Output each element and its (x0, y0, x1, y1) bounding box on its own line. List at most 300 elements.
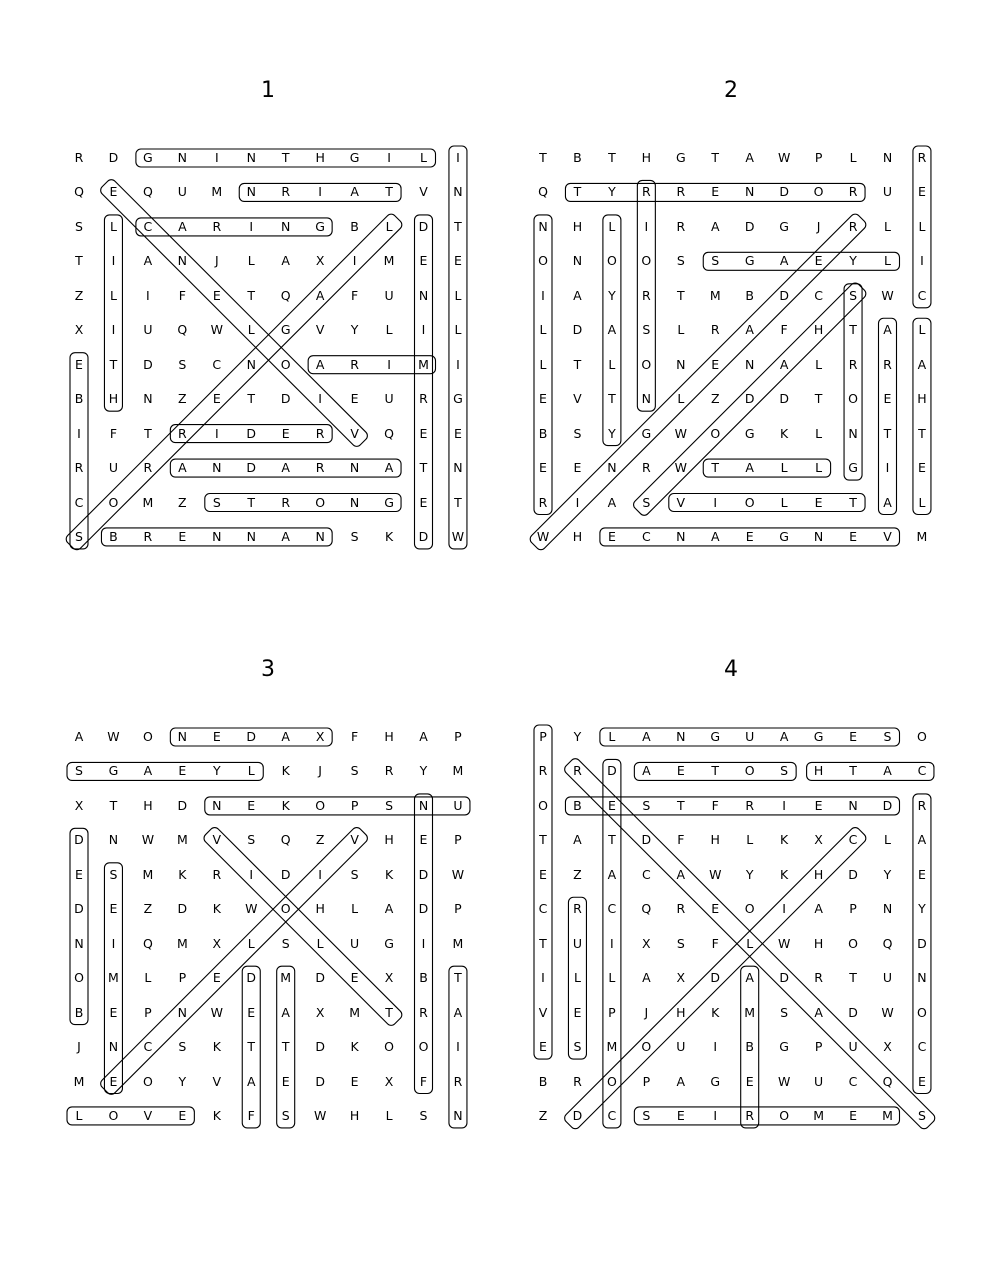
grid-letter[interactable]: V (212, 1073, 222, 1089)
grid-letter[interactable]: K (780, 866, 789, 882)
grid-letter[interactable]: A (607, 322, 617, 338)
grid-letter[interactable]: A (281, 253, 290, 269)
grid-letter[interactable]: T (608, 832, 616, 848)
grid-letter[interactable]: W (141, 832, 155, 848)
grid-letter[interactable]: T (247, 494, 256, 510)
grid-letter[interactable]: O (744, 763, 755, 779)
grid-letter[interactable]: H (917, 391, 927, 407)
grid-letter[interactable]: F (780, 322, 788, 338)
grid-letter[interactable]: D (848, 1004, 858, 1020)
grid-letter[interactable]: B (74, 391, 84, 407)
grid-letter[interactable]: A (573, 287, 582, 303)
grid-letter[interactable]: R (848, 184, 858, 200)
grid-letter[interactable]: I (146, 287, 150, 303)
grid-letter[interactable]: V (573, 391, 582, 407)
grid-letter[interactable]: L (849, 150, 857, 165)
grid-letter[interactable]: X (384, 1073, 394, 1089)
grid-letter[interactable]: A (710, 528, 720, 544)
grid-letter[interactable]: J (77, 1039, 81, 1055)
grid-letter[interactable]: I (318, 391, 322, 407)
grid-letter[interactable]: G (384, 494, 394, 510)
grid-letter[interactable]: L (247, 935, 255, 951)
grid-letter[interactable]: B (350, 218, 359, 234)
grid-letter[interactable]: D (572, 322, 583, 338)
grid-letter[interactable]: Y (419, 763, 428, 779)
grid-letter[interactable]: N (676, 356, 686, 372)
grid-letter[interactable]: D (280, 391, 291, 407)
grid-letter[interactable]: B (573, 150, 582, 165)
grid-letter[interactable]: M (916, 528, 928, 544)
grid-letter[interactable]: L (815, 460, 823, 476)
grid-letter[interactable]: S (75, 763, 83, 779)
grid-letter[interactable]: E (419, 494, 428, 510)
grid-letter[interactable]: G (315, 218, 325, 234)
grid-letter[interactable]: Z (315, 832, 325, 848)
grid-letter[interactable]: U (384, 287, 394, 303)
grid-letter[interactable]: E (539, 1039, 547, 1055)
grid-letter[interactable]: E (281, 1073, 290, 1089)
grid-letter[interactable]: T (814, 391, 823, 407)
grid-letter[interactable]: V (676, 494, 686, 510)
grid-letter[interactable]: W (210, 322, 223, 338)
grid-letter[interactable]: T (75, 253, 83, 269)
grid-letter[interactable]: I (387, 150, 391, 165)
grid-letter[interactable]: T (385, 184, 393, 200)
grid-letter[interactable]: M (383, 253, 395, 269)
grid-letter[interactable]: A (917, 356, 927, 372)
grid-letter[interactable]: X (384, 970, 394, 986)
grid-letter[interactable]: R (710, 322, 720, 338)
grid-letter[interactable]: R (883, 356, 892, 372)
grid-letter[interactable]: N (882, 901, 893, 917)
grid-letter[interactable]: N (212, 797, 222, 813)
grid-letter[interactable]: N (676, 528, 686, 544)
grid-letter[interactable]: B (109, 528, 118, 544)
grid-letter[interactable]: N (882, 150, 893, 165)
grid-letter[interactable]: T (419, 460, 428, 476)
grid-letter[interactable]: E (814, 253, 823, 269)
grid-letter[interactable]: T (109, 797, 118, 813)
grid-letter[interactable]: A (281, 729, 290, 744)
grid-letter[interactable]: E (419, 253, 428, 269)
grid-letter[interactable]: L (247, 322, 255, 338)
grid-letter[interactable]: Y (350, 322, 359, 338)
grid-letter[interactable]: R (917, 150, 927, 165)
grid-letter[interactable]: L (608, 970, 616, 986)
grid-letter[interactable]: U (350, 935, 360, 951)
grid-letter[interactable]: G (710, 729, 721, 744)
grid-letter[interactable]: N (177, 729, 188, 744)
grid-letter[interactable]: F (350, 287, 359, 303)
grid-letter[interactable]: Y (918, 901, 926, 917)
grid-letter[interactable]: L (420, 150, 427, 165)
grid-letter[interactable]: S (676, 935, 685, 951)
grid-letter[interactable]: W (709, 866, 722, 882)
grid-letter[interactable]: X (74, 797, 84, 813)
grid-letter[interactable]: C (917, 1039, 927, 1055)
grid-letter[interactable]: A (384, 460, 394, 476)
grid-letter[interactable]: R (917, 797, 927, 813)
grid-letter[interactable]: E (178, 528, 187, 544)
grid-letter[interactable]: W (245, 901, 258, 917)
grid-letter[interactable]: E (75, 866, 83, 882)
grid-letter[interactable]: R (676, 901, 686, 917)
grid-letter[interactable]: L (677, 391, 685, 407)
grid-letter[interactable]: E (917, 866, 926, 882)
grid-letter[interactable]: N (246, 528, 256, 544)
grid-letter[interactable]: E (75, 356, 83, 372)
grid-letter[interactable]: S (642, 1107, 651, 1123)
grid-letter[interactable]: M (418, 356, 429, 372)
grid-letter[interactable]: I (610, 935, 614, 951)
grid-letter[interactable]: U (108, 460, 119, 476)
grid-letter[interactable]: M (280, 970, 292, 986)
grid-letter[interactable]: A (607, 866, 617, 882)
grid-letter[interactable]: S (642, 797, 651, 813)
grid-letter[interactable]: N (572, 253, 583, 269)
grid-letter[interactable]: I (782, 797, 786, 813)
grid-letter[interactable]: A (419, 729, 428, 744)
grid-letter[interactable]: U (848, 1039, 858, 1055)
grid-letter[interactable]: T (281, 1039, 290, 1055)
grid-letter[interactable]: T (711, 763, 720, 779)
grid-letter[interactable]: N (917, 970, 927, 986)
grid-letter[interactable]: L (351, 901, 359, 917)
grid-letter[interactable]: S (75, 528, 83, 544)
grid-letter[interactable]: A (676, 866, 686, 882)
grid-letter[interactable]: G (744, 425, 755, 441)
grid-letter[interactable]: L (884, 218, 891, 234)
grid-letter[interactable]: X (676, 970, 686, 986)
grid-letter[interactable]: D (315, 1073, 325, 1089)
grid-letter[interactable]: T (849, 494, 857, 510)
grid-letter[interactable]: A (573, 832, 582, 848)
grid-letter[interactable]: L (884, 253, 891, 269)
grid-letter[interactable]: N (349, 460, 360, 476)
grid-letter[interactable]: M (73, 1073, 85, 1089)
grid-letter[interactable]: M (709, 287, 721, 303)
grid-letter[interactable]: J (318, 763, 322, 779)
grid-letter[interactable]: W (881, 1004, 894, 1020)
grid-letter[interactable]: O (917, 1004, 927, 1020)
grid-letter[interactable]: S (178, 1039, 187, 1055)
grid-letter[interactable]: O (744, 901, 755, 917)
grid-letter[interactable]: L (539, 322, 547, 338)
grid-letter[interactable]: T (849, 322, 857, 338)
grid-letter[interactable]: T (454, 494, 462, 510)
grid-letter[interactable]: P (642, 1073, 651, 1089)
grid-letter[interactable]: D (246, 729, 257, 744)
grid-letter[interactable]: S (247, 832, 256, 848)
grid-letter[interactable]: E (814, 797, 823, 813)
grid-letter[interactable]: I (782, 901, 786, 917)
grid-letter[interactable]: O (108, 1107, 119, 1123)
grid-letter[interactable]: D (607, 763, 617, 779)
grid-letter[interactable]: E (350, 391, 359, 407)
grid-letter[interactable]: F (677, 832, 685, 848)
grid-letter[interactable]: C (917, 287, 927, 303)
grid-letter[interactable]: J (816, 218, 821, 234)
grid-letter[interactable]: K (384, 866, 394, 882)
grid-letter[interactable]: I (456, 150, 460, 165)
grid-letter[interactable]: F (711, 797, 719, 813)
grid-letter[interactable]: Q (882, 935, 893, 951)
grid-letter[interactable]: O (813, 184, 824, 200)
grid-letter[interactable]: X (642, 935, 651, 951)
grid-letter[interactable]: O (917, 729, 927, 744)
grid-letter[interactable]: A (676, 1073, 686, 1089)
grid-letter[interactable]: N (177, 1004, 188, 1020)
grid-letter[interactable]: G (349, 150, 360, 165)
grid-letter[interactable]: H (384, 729, 394, 744)
grid-letter[interactable]: T (883, 425, 892, 441)
grid-letter[interactable]: E (745, 1073, 754, 1089)
grid-letter[interactable]: G (848, 460, 858, 476)
grid-letter[interactable]: N (641, 391, 652, 407)
grid-letter[interactable]: I (352, 253, 357, 269)
grid-letter[interactable]: M (108, 970, 119, 986)
grid-letter[interactable]: W (451, 528, 465, 544)
grid-letter[interactable]: W (451, 866, 465, 882)
grid-letter[interactable]: X (315, 729, 325, 744)
grid-letter[interactable]: N (143, 391, 153, 407)
grid-letter[interactable]: R (212, 866, 222, 882)
grid-letter[interactable]: Y (212, 763, 221, 779)
grid-letter[interactable]: E (212, 287, 221, 303)
grid-letter[interactable]: L (746, 935, 754, 951)
grid-letter[interactable]: T (454, 970, 462, 986)
grid-letter[interactable]: O (74, 970, 84, 986)
grid-letter[interactable]: H (384, 832, 394, 848)
grid-letter[interactable]: Q (384, 425, 394, 441)
grid-letter[interactable]: N (108, 1039, 119, 1055)
grid-letter[interactable]: N (676, 729, 686, 744)
grid-letter[interactable]: E (883, 391, 892, 407)
grid-letter[interactable]: S (281, 1107, 290, 1123)
grid-letter[interactable]: R (74, 460, 84, 476)
grid-letter[interactable]: S (917, 1107, 926, 1123)
grid-letter[interactable]: T (849, 970, 857, 986)
grid-letter[interactable]: A (607, 494, 617, 510)
grid-letter[interactable]: L (780, 460, 788, 476)
grid-letter[interactable]: E (539, 391, 547, 407)
grid-letter[interactable]: D (418, 866, 429, 882)
grid-letter[interactable]: G (453, 391, 463, 407)
grid-letter[interactable]: B (573, 797, 582, 813)
grid-letter[interactable]: E (711, 356, 720, 372)
grid-letter[interactable]: A (143, 763, 153, 779)
grid-letter[interactable]: P (454, 729, 462, 744)
grid-letter[interactable]: I (111, 253, 116, 269)
grid-letter[interactable]: N (349, 494, 360, 510)
grid-letter[interactable]: E (607, 797, 616, 813)
grid-letter[interactable]: A (178, 218, 187, 234)
grid-letter[interactable]: H (813, 866, 824, 882)
grid-letter[interactable]: G (384, 935, 394, 951)
grid-letter[interactable]: Y (178, 1073, 187, 1089)
grid-letter[interactable]: E (814, 494, 823, 510)
grid-letter[interactable]: I (249, 866, 254, 882)
grid-letter[interactable]: P (539, 729, 547, 744)
grid-letter[interactable]: A (710, 218, 720, 234)
grid-letter[interactable]: A (745, 970, 754, 986)
grid-letter[interactable]: C (212, 356, 222, 372)
grid-letter[interactable]: N (607, 460, 617, 476)
grid-letter[interactable]: A (315, 356, 325, 372)
grid-letter[interactable]: S (573, 1039, 582, 1055)
grid-letter[interactable]: X (814, 832, 823, 848)
grid-letter[interactable]: C (143, 1039, 153, 1055)
grid-letter[interactable]: W (674, 425, 687, 441)
grid-letter[interactable]: R (642, 184, 651, 200)
grid-letter[interactable]: O (538, 253, 548, 269)
grid-letter[interactable]: N (813, 528, 824, 544)
grid-letter[interactable]: X (315, 1004, 325, 1020)
grid-letter[interactable]: T (144, 425, 152, 441)
grid-letter[interactable]: R (281, 494, 291, 510)
grid-letter[interactable]: M (744, 1004, 756, 1020)
grid-letter[interactable]: F (350, 729, 359, 744)
grid-letter[interactable]: V (538, 1004, 548, 1020)
grid-letter[interactable]: A (745, 150, 754, 165)
grid-letter[interactable]: A (917, 832, 927, 848)
grid-letter[interactable]: H (710, 832, 720, 848)
grid-letter[interactable]: L (539, 356, 547, 372)
grid-letter[interactable]: T (918, 425, 926, 441)
grid-letter[interactable]: A (814, 901, 823, 917)
grid-letter[interactable]: N (453, 1107, 463, 1123)
grid-letter[interactable]: M (176, 832, 188, 848)
grid-letter[interactable]: A (779, 253, 789, 269)
grid-letter[interactable]: F (247, 1107, 255, 1123)
grid-letter[interactable]: M (452, 935, 464, 951)
grid-letter[interactable]: S (212, 494, 221, 510)
grid-letter[interactable]: G (143, 150, 153, 165)
grid-letter[interactable]: I (77, 425, 81, 441)
grid-letter[interactable]: P (350, 797, 359, 813)
grid-letter[interactable]: L (780, 494, 788, 510)
grid-letter[interactable]: C (607, 1107, 617, 1123)
grid-letter[interactable]: Z (143, 901, 153, 917)
grid-letter[interactable]: Y (608, 287, 616, 303)
grid-letter[interactable]: L (608, 356, 616, 372)
grid-letter[interactable]: E (109, 184, 118, 200)
grid-letter[interactable]: E (573, 460, 582, 476)
grid-letter[interactable]: E (917, 184, 926, 200)
grid-letter[interactable]: N (246, 150, 256, 165)
grid-letter[interactable]: P (814, 1039, 823, 1055)
grid-letter[interactable]: R (573, 1073, 582, 1089)
grid-letter[interactable]: P (849, 901, 857, 917)
grid-letter[interactable]: H (315, 150, 325, 165)
grid-letter[interactable]: M (142, 866, 154, 882)
grid-letter[interactable]: L (918, 322, 926, 338)
grid-letter[interactable]: R (384, 763, 394, 779)
grid-letter[interactable]: T (539, 832, 547, 848)
grid-letter[interactable]: H (108, 391, 119, 407)
grid-letter[interactable]: O (142, 729, 153, 744)
grid-letter[interactable]: E (212, 970, 221, 986)
grid-letter[interactable]: A (814, 1004, 823, 1020)
grid-letter[interactable]: S (350, 528, 359, 544)
grid-letter[interactable]: A (74, 729, 84, 744)
grid-letter[interactable]: U (453, 797, 463, 813)
grid-letter[interactable]: O (641, 253, 652, 269)
grid-letter[interactable]: M (211, 184, 223, 200)
grid-letter[interactable]: L (918, 218, 926, 234)
grid-letter[interactable]: N (212, 460, 222, 476)
grid-letter[interactable]: B (419, 970, 428, 986)
grid-letter[interactable]: R (642, 287, 651, 303)
grid-letter[interactable]: P (454, 901, 462, 917)
grid-letter[interactable]: R (143, 528, 153, 544)
grid-letter[interactable]: L (109, 218, 117, 234)
grid-letter[interactable]: S (642, 322, 651, 338)
grid-letter[interactable]: G (675, 150, 686, 165)
grid-letter[interactable]: E (350, 1073, 359, 1089)
grid-letter[interactable]: N (212, 528, 222, 544)
grid-letter[interactable]: O (710, 425, 721, 441)
grid-letter[interactable]: Q (280, 287, 291, 303)
grid-letter[interactable]: D (108, 150, 119, 165)
grid-letter[interactable]: I (713, 494, 718, 510)
grid-letter[interactable]: I (214, 425, 219, 441)
grid-letter[interactable]: E (849, 729, 857, 744)
grid-letter[interactable]: U (814, 1073, 824, 1089)
grid-letter[interactable]: W (777, 150, 791, 165)
grid-letter[interactable]: R (315, 460, 325, 476)
grid-letter[interactable]: Z (178, 494, 187, 510)
grid-letter[interactable]: R (538, 494, 548, 510)
grid-letter[interactable]: P (178, 970, 187, 986)
grid-letter[interactable]: I (111, 322, 116, 338)
grid-letter[interactable]: N (177, 253, 188, 269)
grid-letter[interactable]: R (315, 425, 325, 441)
grid-letter[interactable]: I (920, 253, 924, 269)
grid-letter[interactable]: E (676, 1107, 685, 1123)
grid-letter[interactable]: J (214, 253, 219, 269)
grid-letter[interactable]: A (745, 460, 754, 476)
grid-letter[interactable]: T (539, 150, 547, 165)
grid-letter[interactable]: E (247, 1004, 256, 1020)
grid-letter[interactable]: U (143, 322, 153, 338)
grid-letter[interactable]: D (246, 970, 257, 986)
grid-letter[interactable]: N (74, 935, 84, 951)
grid-letter[interactable]: I (644, 218, 649, 234)
grid-letter[interactable]: K (212, 1107, 221, 1123)
grid-letter[interactable]: I (318, 866, 322, 882)
grid-letter[interactable]: Q (177, 322, 188, 338)
grid-letter[interactable]: E (247, 797, 256, 813)
grid-letter[interactable]: E (676, 763, 685, 779)
grid-letter[interactable]: N (848, 797, 858, 813)
grid-letter[interactable]: T (385, 1004, 393, 1020)
grid-letter[interactable]: S (350, 763, 359, 779)
grid-letter[interactable]: L (608, 218, 616, 234)
grid-letter[interactable]: I (575, 494, 580, 510)
grid-letter[interactable]: W (881, 287, 894, 303)
grid-letter[interactable]: O (280, 356, 291, 372)
grid-letter[interactable]: L (385, 1107, 393, 1123)
grid-letter[interactable]: I (541, 970, 545, 986)
grid-letter[interactable]: D (143, 356, 153, 372)
grid-letter[interactable]: A (384, 901, 394, 917)
grid-letter[interactable]: E (849, 528, 857, 544)
grid-letter[interactable]: L (385, 218, 393, 234)
grid-letter[interactable]: D (744, 391, 755, 407)
grid-letter[interactable]: N (418, 287, 429, 303)
grid-letter[interactable]: E (178, 1107, 187, 1123)
